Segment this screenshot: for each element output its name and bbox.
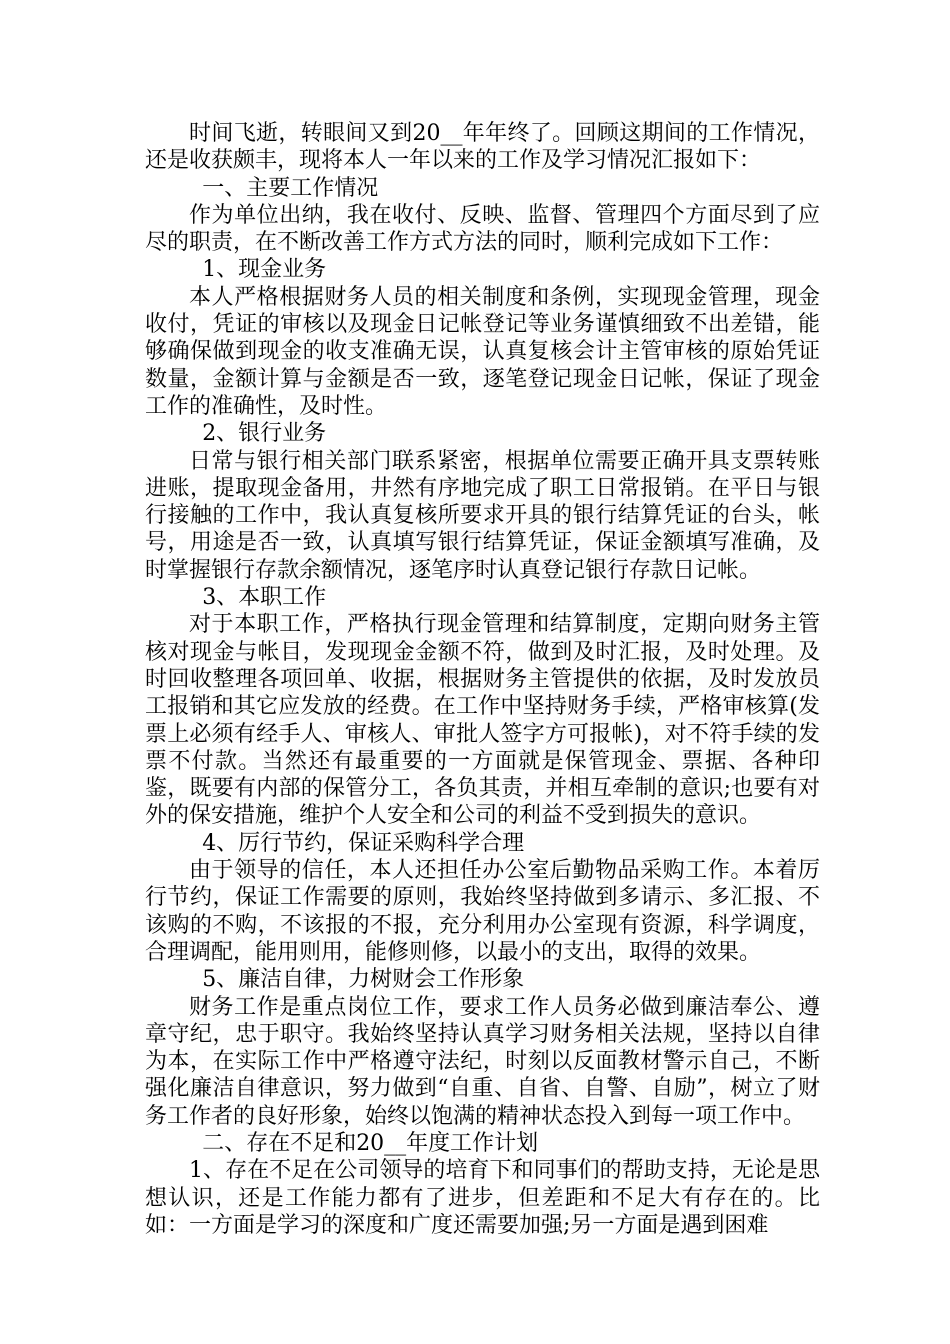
document-page bbox=[145, 120, 820, 1239]
shortcomings-paragraph: 1、存在不足在公司领导的培育下和同事们的帮助支持，无论是思想认识，还是工作能力都有了进步，但差距和不足大有存在的。比如：一方面是学习的深度和广度还需要加强;另一方面是遇到困难 bbox=[145, 1158, 820, 1238]
cash-business-paragraph: 本人严格根据财务人员的相关制度和条例，实现现金管理，现金收付，凭证的审核以及现金日记帐登记等业务谨慎细致不出差错，能够确保做到现金的收支准确无误，认真复核会计主管审核的原始凭证数量，金额计算与金额是否一致，逐笔登记现金日记帐，保证了现金工作的准确性，及时性。 bbox=[145, 284, 820, 419]
subheading-own-duties: 3、本职工作 bbox=[202, 585, 327, 611]
subheading-cash-business: 1、现金业务 bbox=[202, 257, 327, 283]
subheading-frugality: 4、厉行节约，保证采购科学合理 bbox=[202, 830, 525, 856]
frugality-paragraph: 由于领导的信任，本人还担任办公室后勤物品采购工作。本着厉行节约，保证工作需要的原则，我始终坚持做到多请示、多汇报、不该购的不购，不该报的不报，充分利用办公室现有资源，科学调度，合理调配，能用则用，能修则修，以最小的支出，取得的效果。 bbox=[145, 858, 820, 965]
integrity-paragraph: 财务工作是重点岗位工作，要求工作人员务必做到廉洁奉公、遵章守纪，忠于职守。我始终坚持认真学习财务相关法规，坚持以自律为本，在实际工作中严格遵守法纪，时刻以反面教材警示自己，不断强化廉洁自律意识，努力做到“自重、自省、自警、自励”，树立了财务工作者的良好形象，始终以饱满的精神状态投入到每一项工作中。 bbox=[145, 994, 820, 1129]
section-heading-main-work: 一、主要工作情况 bbox=[202, 175, 379, 201]
bank-business-paragraph: 日常与银行相关部门联系紧密，根据单位需要正确开具支票转账进账，提取现金备用，井然有序地完成了职工日常报销。在平日与银行接触的工作中，我认真复核所要求开具的银行结算凭证的台头，帐号，用途是否一致，认真填写银行结算凭证，保证金额填写准确，及时掌握银行存款余额情况，逐笔序时认真登记银行存款日记帐。 bbox=[145, 448, 820, 583]
subheading-bank-business: 2、银行业务 bbox=[202, 421, 327, 447]
own-duties-paragraph: 对于本职工作，严格执行现金管理和结算制度，定期向财务主管核对现金与帐目，发现现金金额不符，做到及时汇报，及时处理。及时回收整理各项回单、收据，根据财务主管提供的依据，及时发放员工报销和其它应发放的经费。在工作中坚持财务手续，严格审核算(发票上必须有经手人、审核人、审批人签字方可报帐)，对不符手续的发票不付款。当然还有最重要的一方面就是保管现金、票据、各种印鉴，既要有内部的保管分工，各负其责，并相互牵制的意识;也要有对外的保安措施，维护个人安全和公司的利益不受到损失的意识。 bbox=[145, 612, 820, 829]
section-heading-shortcomings-plan: 二、存在不足和20__年度工作计划 bbox=[202, 1130, 539, 1156]
main-work-paragraph: 作为单位出纳，我在收付、反映、监督、管理四个方面尽到了应尽的职责，在不断改善工作方式方法的同时，顺利完成如下工作： bbox=[145, 202, 820, 256]
subheading-integrity: 5、廉洁自律，力树财会工作形象 bbox=[202, 967, 525, 993]
intro-paragraph: 时间飞逝，转眼间又到20__年年终了。回顾这期间的工作情况，还是收获颇丰，现将本人一年以来的工作及学习情况汇报如下： bbox=[145, 121, 820, 174]
